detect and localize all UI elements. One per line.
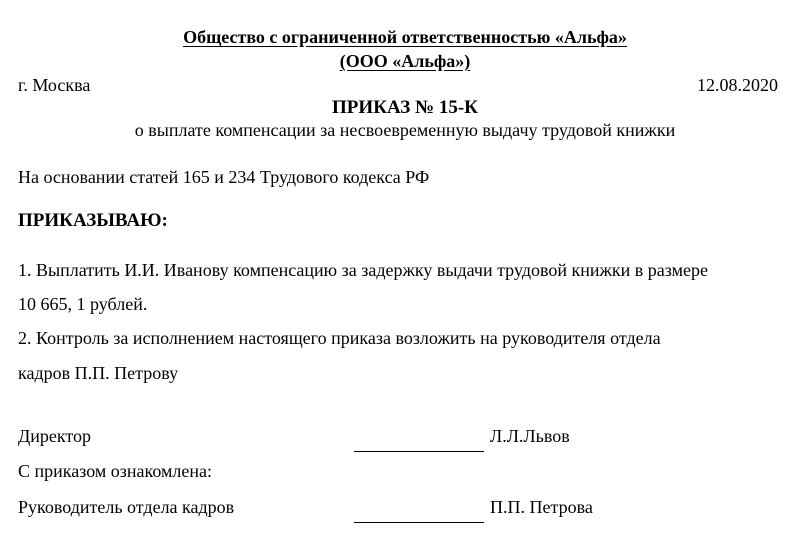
command-heading: ПРИКАЗЫВАЮ: [18, 210, 168, 231]
order-title: ПРИКАЗ № 15-К [332, 97, 478, 118]
hr-head-role: Руководитель отдела кадров [18, 497, 235, 517]
hr-head-name: П.П. Петрова [490, 497, 593, 517]
item-1-line-1: 1. Выплатить И.И. Иванову компенсацию за задержку выдачи трудовой книжки в размере [18, 260, 709, 280]
item-2-line-1: 2. Контроль за исполнением настоящего приказа возложить на руководителя отдела [18, 328, 661, 348]
document-date: 12.08.2020 [697, 75, 778, 95]
acquainted-label: С приказом ознакомлена: [18, 461, 212, 481]
item-2-line-2: кадров П.П. Петрову [18, 363, 179, 383]
director-role: Директор [18, 426, 92, 446]
director-signature-line [354, 451, 484, 452]
director-name: Л.Л.Львов [490, 426, 570, 446]
organization-short-name: (ООО «Альфа») [339, 51, 471, 71]
item-1-line-2: 10 665, 1 рублей. [18, 294, 148, 314]
city: г. Москва [18, 75, 91, 95]
organization-full-name: Общество с ограниченной ответственностью «Альфа» [183, 27, 627, 47]
order-subject: о выплате компенсации за несвоевременную выдачу трудовой книжки [134, 120, 676, 140]
hr-head-signature-line [354, 522, 484, 523]
order-basis: На основании статей 165 и 234 Трудового кодекса РФ [18, 167, 430, 187]
